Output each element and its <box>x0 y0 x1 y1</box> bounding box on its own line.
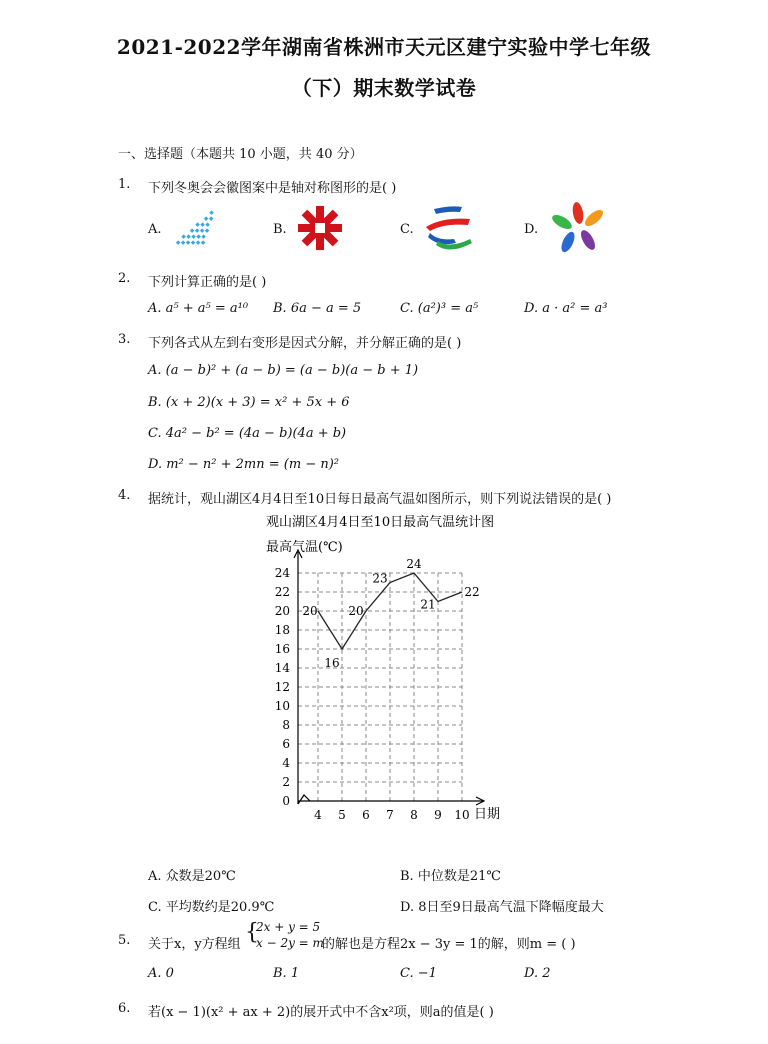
q2-stem: 下列计算正确的是( ) <box>148 275 267 290</box>
chart-y-tick-label: 14 <box>274 661 290 675</box>
emblem-a-dot <box>190 228 195 233</box>
emblem-a-image <box>170 205 218 247</box>
chart-y-tick-label: 10 <box>274 699 290 713</box>
emblem-c-red-stroke <box>426 219 470 231</box>
emblem-a-dot <box>191 240 196 245</box>
emblem-a-dot <box>200 222 205 227</box>
emblem-b-shape <box>298 206 342 250</box>
q4-stem: 据统计，观山湖区4月4日至10日每日最高气温如图所示，则下列说法错误的是( ) <box>148 492 612 507</box>
q6-number: 6. <box>118 1001 131 1016</box>
q5-stem-part2: 的解也是方程2x − 3y = 1的解，则m = ( ) <box>322 937 576 952</box>
exam-title-line2: （下）期末数学试卷 <box>291 76 477 100</box>
q4-option-b: B. 中位数是21℃ <box>400 869 501 884</box>
chart-x-tick-label: 8 <box>410 808 418 822</box>
chart-axis-break <box>298 795 310 804</box>
q4-option-a: A. 众数是20℃ <box>148 869 236 884</box>
q1-option-a-label: A. <box>148 222 162 237</box>
emblem-d-red-petal <box>571 201 585 224</box>
q2-option-c: C. (a²)³ = a⁵ <box>400 301 479 316</box>
q3-option-d: D. m² − n² + 2mn = (m − n)² <box>148 457 340 472</box>
q5-stem-part1: 关于x，y方程组 <box>148 937 241 952</box>
chart-y-tick-label: 22 <box>274 585 290 599</box>
q2-number: 2. <box>118 271 131 286</box>
emblem-c-image <box>420 203 476 253</box>
q5-option-b: B. 1 <box>273 966 300 981</box>
emblem-d-blue-petal <box>559 230 577 254</box>
q4-number: 4. <box>118 488 131 503</box>
q5-number: 5. <box>118 933 131 948</box>
chart-x-tick-label: 4 <box>314 808 322 822</box>
q3-option-b: B. (x + 2)(x + 3) = x² + 5x + 6 <box>148 395 350 410</box>
emblem-a-dot <box>186 240 191 245</box>
chart-y-axis-label: 最高气温(℃) <box>266 540 343 555</box>
q3-option-c: C. 4a² − b² = (4a − b)(4a + b) <box>148 426 347 441</box>
chart-y-tick-label: 20 <box>274 604 290 618</box>
q1-option-d-label: D. <box>524 222 539 237</box>
emblem-a-dot <box>196 240 201 245</box>
chart-data-label: 21 <box>420 597 436 612</box>
temperature-line-chart <box>260 510 520 830</box>
q1-number: 1. <box>118 177 131 192</box>
chart-data-label: 23 <box>372 571 388 586</box>
chart-x-axis-label: 日期 <box>474 807 501 822</box>
q5-option-d: D. 2 <box>524 966 551 981</box>
q1-option-b-label: B. <box>273 222 287 237</box>
emblem-d-image <box>548 200 612 258</box>
emblem-a-dot <box>195 228 200 233</box>
chart-y-tick-label: 4 <box>282 756 290 770</box>
chart-x-tick-label: 10 <box>454 808 470 822</box>
q5-option-c: C. −1 <box>400 966 437 981</box>
emblem-a-dot <box>195 222 200 227</box>
chart-x-tick-label: 7 <box>386 808 394 822</box>
emblem-a-dot <box>181 234 186 239</box>
emblem-a-dots <box>176 210 214 245</box>
emblem-d-orange-petal <box>582 207 605 229</box>
emblem-c-blue-swoosh <box>428 233 456 244</box>
emblem-d-purple-petal <box>578 228 598 252</box>
q4-option-d: D. 8日至9日最高气温下降幅度最大 <box>400 900 604 915</box>
exam-title-line1: 2021-2022学年湖南省株洲市天元区建宁实验中学七年级 <box>116 35 652 59</box>
chart-data-label: 24 <box>406 557 422 571</box>
q5-option-a: A. 0 <box>148 966 174 981</box>
chart-y-tick-label: 2 <box>282 775 290 789</box>
emblem-a-dot <box>204 216 209 221</box>
emblem-a-dot <box>205 228 210 233</box>
chart-x-tick-label: 5 <box>338 808 346 822</box>
emblem-b-center <box>315 223 325 233</box>
chart-data-label: 20 <box>302 604 318 618</box>
emblem-a-dot <box>186 234 191 239</box>
q4-option-c: C. 平均数约是20.9℃ <box>148 900 275 915</box>
emblem-a-dot <box>176 240 181 245</box>
q2-option-b: B. 6a − a = 5 <box>273 301 362 316</box>
chart-data-label: 16 <box>324 656 340 670</box>
q5-equation-1: 2x + y = 5 <box>256 920 321 934</box>
section-heading: 一、选择题（本题共 10 小题，共 40 分） <box>118 147 363 162</box>
chart-y-tick-label: 6 <box>282 737 290 751</box>
q1-option-c-label: C. <box>400 222 414 237</box>
chart-data-label: 20 <box>348 604 364 618</box>
q2-option-d: D. a · a² = a³ <box>524 301 608 316</box>
emblem-a-dot <box>205 222 210 227</box>
chart-y-tick-label: 18 <box>274 623 290 637</box>
q3-option-a: A. (a − b)² + (a − b) = (a − b)(a − b + 1) <box>148 363 419 378</box>
q3-number: 3. <box>118 332 131 347</box>
emblem-a-dot <box>209 210 214 215</box>
chart-y-tick-label: 24 <box>274 566 290 580</box>
emblem-a-dot <box>196 234 201 239</box>
emblem-a-dot <box>200 228 205 233</box>
chart-data-label: 22 <box>464 585 480 599</box>
chart-title: 观山湖区4月4日至10日最高气温统计图 <box>266 515 495 530</box>
emblem-a-dot <box>201 240 206 245</box>
chart-y-tick-label: 16 <box>274 642 290 656</box>
emblem-a-dot <box>191 234 196 239</box>
emblem-a-dot <box>209 216 214 221</box>
emblem-b-image <box>296 204 344 252</box>
emblem-d-green-petal <box>550 212 574 232</box>
chart-x-tick-label: 9 <box>434 808 442 822</box>
chart-y-tick-label: 12 <box>274 680 290 694</box>
q3-stem: 下列各式从左到右变形是因式分解，并分解正确的是( ) <box>148 336 462 351</box>
chart-y-tick-label: 0 <box>282 794 290 808</box>
q5-brace-icon: { <box>245 920 259 945</box>
emblem-c-blue-stroke <box>434 206 462 214</box>
emblem-a-dot <box>181 240 186 245</box>
q5-equation-2: x − 2y = m <box>256 936 324 950</box>
chart-x-tick-label: 6 <box>362 808 370 822</box>
emblem-a-dot <box>201 234 206 239</box>
q1-stem: 下列冬奥会会徽图案中是轴对称图形的是( ) <box>148 181 397 196</box>
q6-stem: 若(x − 1)(x² + ax + 2)的展开式中不含x²项，则a的值是( ) <box>148 1005 494 1020</box>
q2-option-a: A. a⁵ + a⁵ = a¹⁰ <box>148 301 249 316</box>
chart-y-tick-label: 8 <box>282 718 290 732</box>
